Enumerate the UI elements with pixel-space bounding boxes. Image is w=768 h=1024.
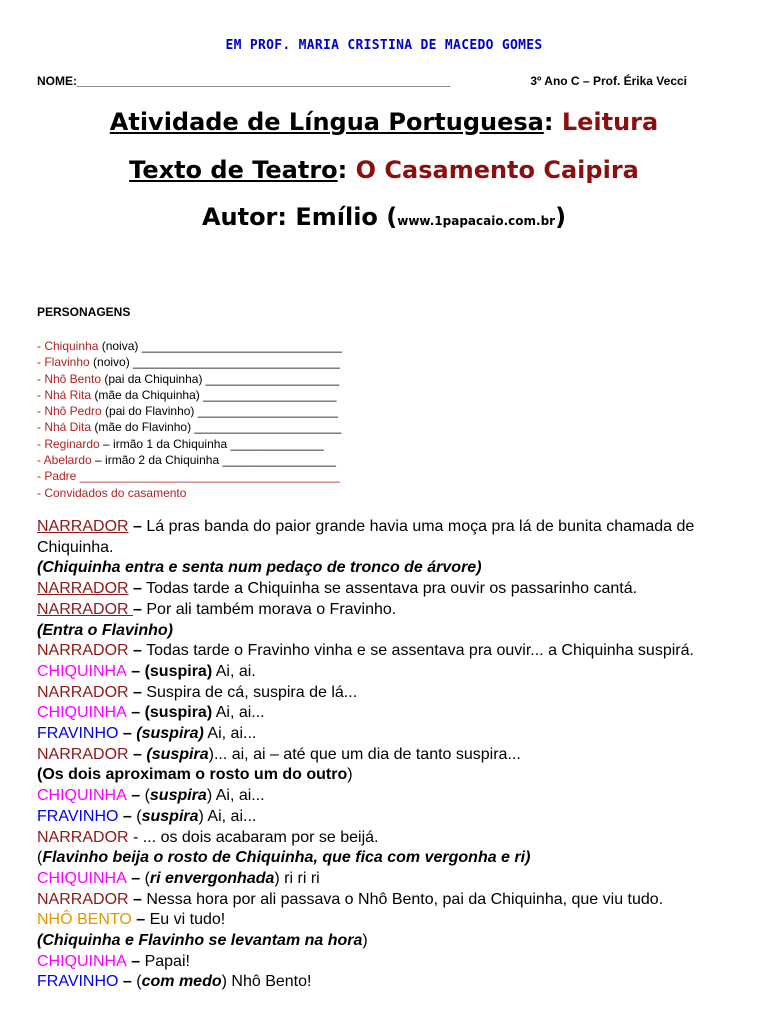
play-title: Texto de Teatro: O Casamento Caipira: [129, 156, 639, 184]
script-line: NARRADOR – Nessa hora por ali passava o Nhô Bento, pai da Chiquinha, que viu tudo.: [37, 890, 664, 908]
list-item: - Nhá Dita (mãe do Flavinho) ______________________: [37, 420, 342, 435]
script-line: FRAVINHO – (suspira) Ai, ai...: [37, 807, 257, 825]
characters-heading: PERSONAGENS: [37, 305, 131, 319]
school-name: EM PROF. MARIA CRISTINA DE MACEDO GOMES: [225, 38, 543, 53]
class-info: 3º Ano C – Prof. Érika Vecci: [530, 74, 687, 88]
script-line: NARRADOR – Lá pras banda do paior grande havia uma moça pra lá de bunita chamada de Chiquinha.: [37, 518, 695, 556]
script-line: CHIQUINHA – (suspira) Ai, ai...: [37, 787, 265, 805]
list-item: - Flavinho (noivo) _______________________________: [37, 355, 340, 370]
list-item: - Nhá Rita (mãe da Chiquinha) ____________________: [37, 387, 337, 402]
script-line: CHIQUINHA – Papai!: [37, 952, 190, 970]
stage-direction: (Entra o Flavinho): [37, 621, 173, 639]
name-label: NOME:: [37, 74, 77, 88]
script-line: NARRADOR – Suspira de cá, suspira de lá...: [37, 683, 358, 701]
name-blank: ________________________________________________________: [77, 74, 451, 88]
script-line: NARRADOR – Por ali também morava o Fravinho.: [37, 600, 397, 618]
list-item: - Padre _______________________________________: [37, 469, 340, 484]
list-item: - Nhô Bento (pai da Chiquinha) ____________________: [37, 371, 340, 386]
list-item: - Reginardo – irmão 1 da Chiquinha ______________: [37, 436, 324, 451]
list-item: - Convidados do casamento: [37, 485, 187, 500]
list-item: - Chiquinha (noiva) ______________________________: [37, 339, 342, 353]
script-line: NARRADOR – Todas tarde o Fravinho vinha e se assentava pra ouvir... a Chiquinha suspirá.: [37, 642, 694, 660]
script-line: NARRADOR – Todas tarde a Chiquinha se assentava pra ouvir os passarinho cantá.: [37, 580, 638, 598]
stage-direction: (Flavinho beija o rosto de Chiquinha, que fica com vergonha e ri): [37, 849, 531, 867]
author-title: Autor: Emílio (www.1papacaio.com.br): [201, 203, 567, 231]
list-item: - Abelardo – irmão 2 da Chiquinha _________________: [37, 453, 336, 468]
script-line: FRAVINHO – (com medo) Nhô Bento!: [37, 973, 312, 991]
script-line: FRAVINHO – (suspira) Ai, ai...: [37, 725, 257, 743]
name-line: [37, 74, 737, 88]
script-line: NARRADOR - ... os dois acabaram por se beijá.: [37, 828, 379, 846]
stage-direction: (Chiquinha e Flavinho se levantam na hora): [37, 932, 368, 950]
script-line: NHÔ BENTO – Eu vi tudo!: [37, 911, 226, 929]
play-script: [37, 517, 737, 993]
script-line: CHIQUINHA – (ri envergonhada) ri ri ri: [37, 869, 320, 887]
script-line: CHIQUINHA – (suspira) Ai, ai.: [37, 662, 256, 680]
stage-direction: (Os dois aproximam o rosto um do outro): [37, 766, 353, 784]
script-line: NARRADOR – (suspira)... ai, ai – até que um dia de tanto suspira...: [37, 745, 521, 763]
activity-title: Atividade de Língua Portuguesa: Leitura: [109, 108, 659, 136]
characters-list: [37, 338, 342, 501]
script-line: CHIQUINHA – (suspira) Ai, ai...: [37, 704, 265, 722]
list-item: - Nhô Pedro (pai do Flavinho) _____________________: [37, 404, 338, 419]
stage-direction: (Chiquinha entra e senta num pedaço de tronco de árvore): [37, 559, 482, 577]
